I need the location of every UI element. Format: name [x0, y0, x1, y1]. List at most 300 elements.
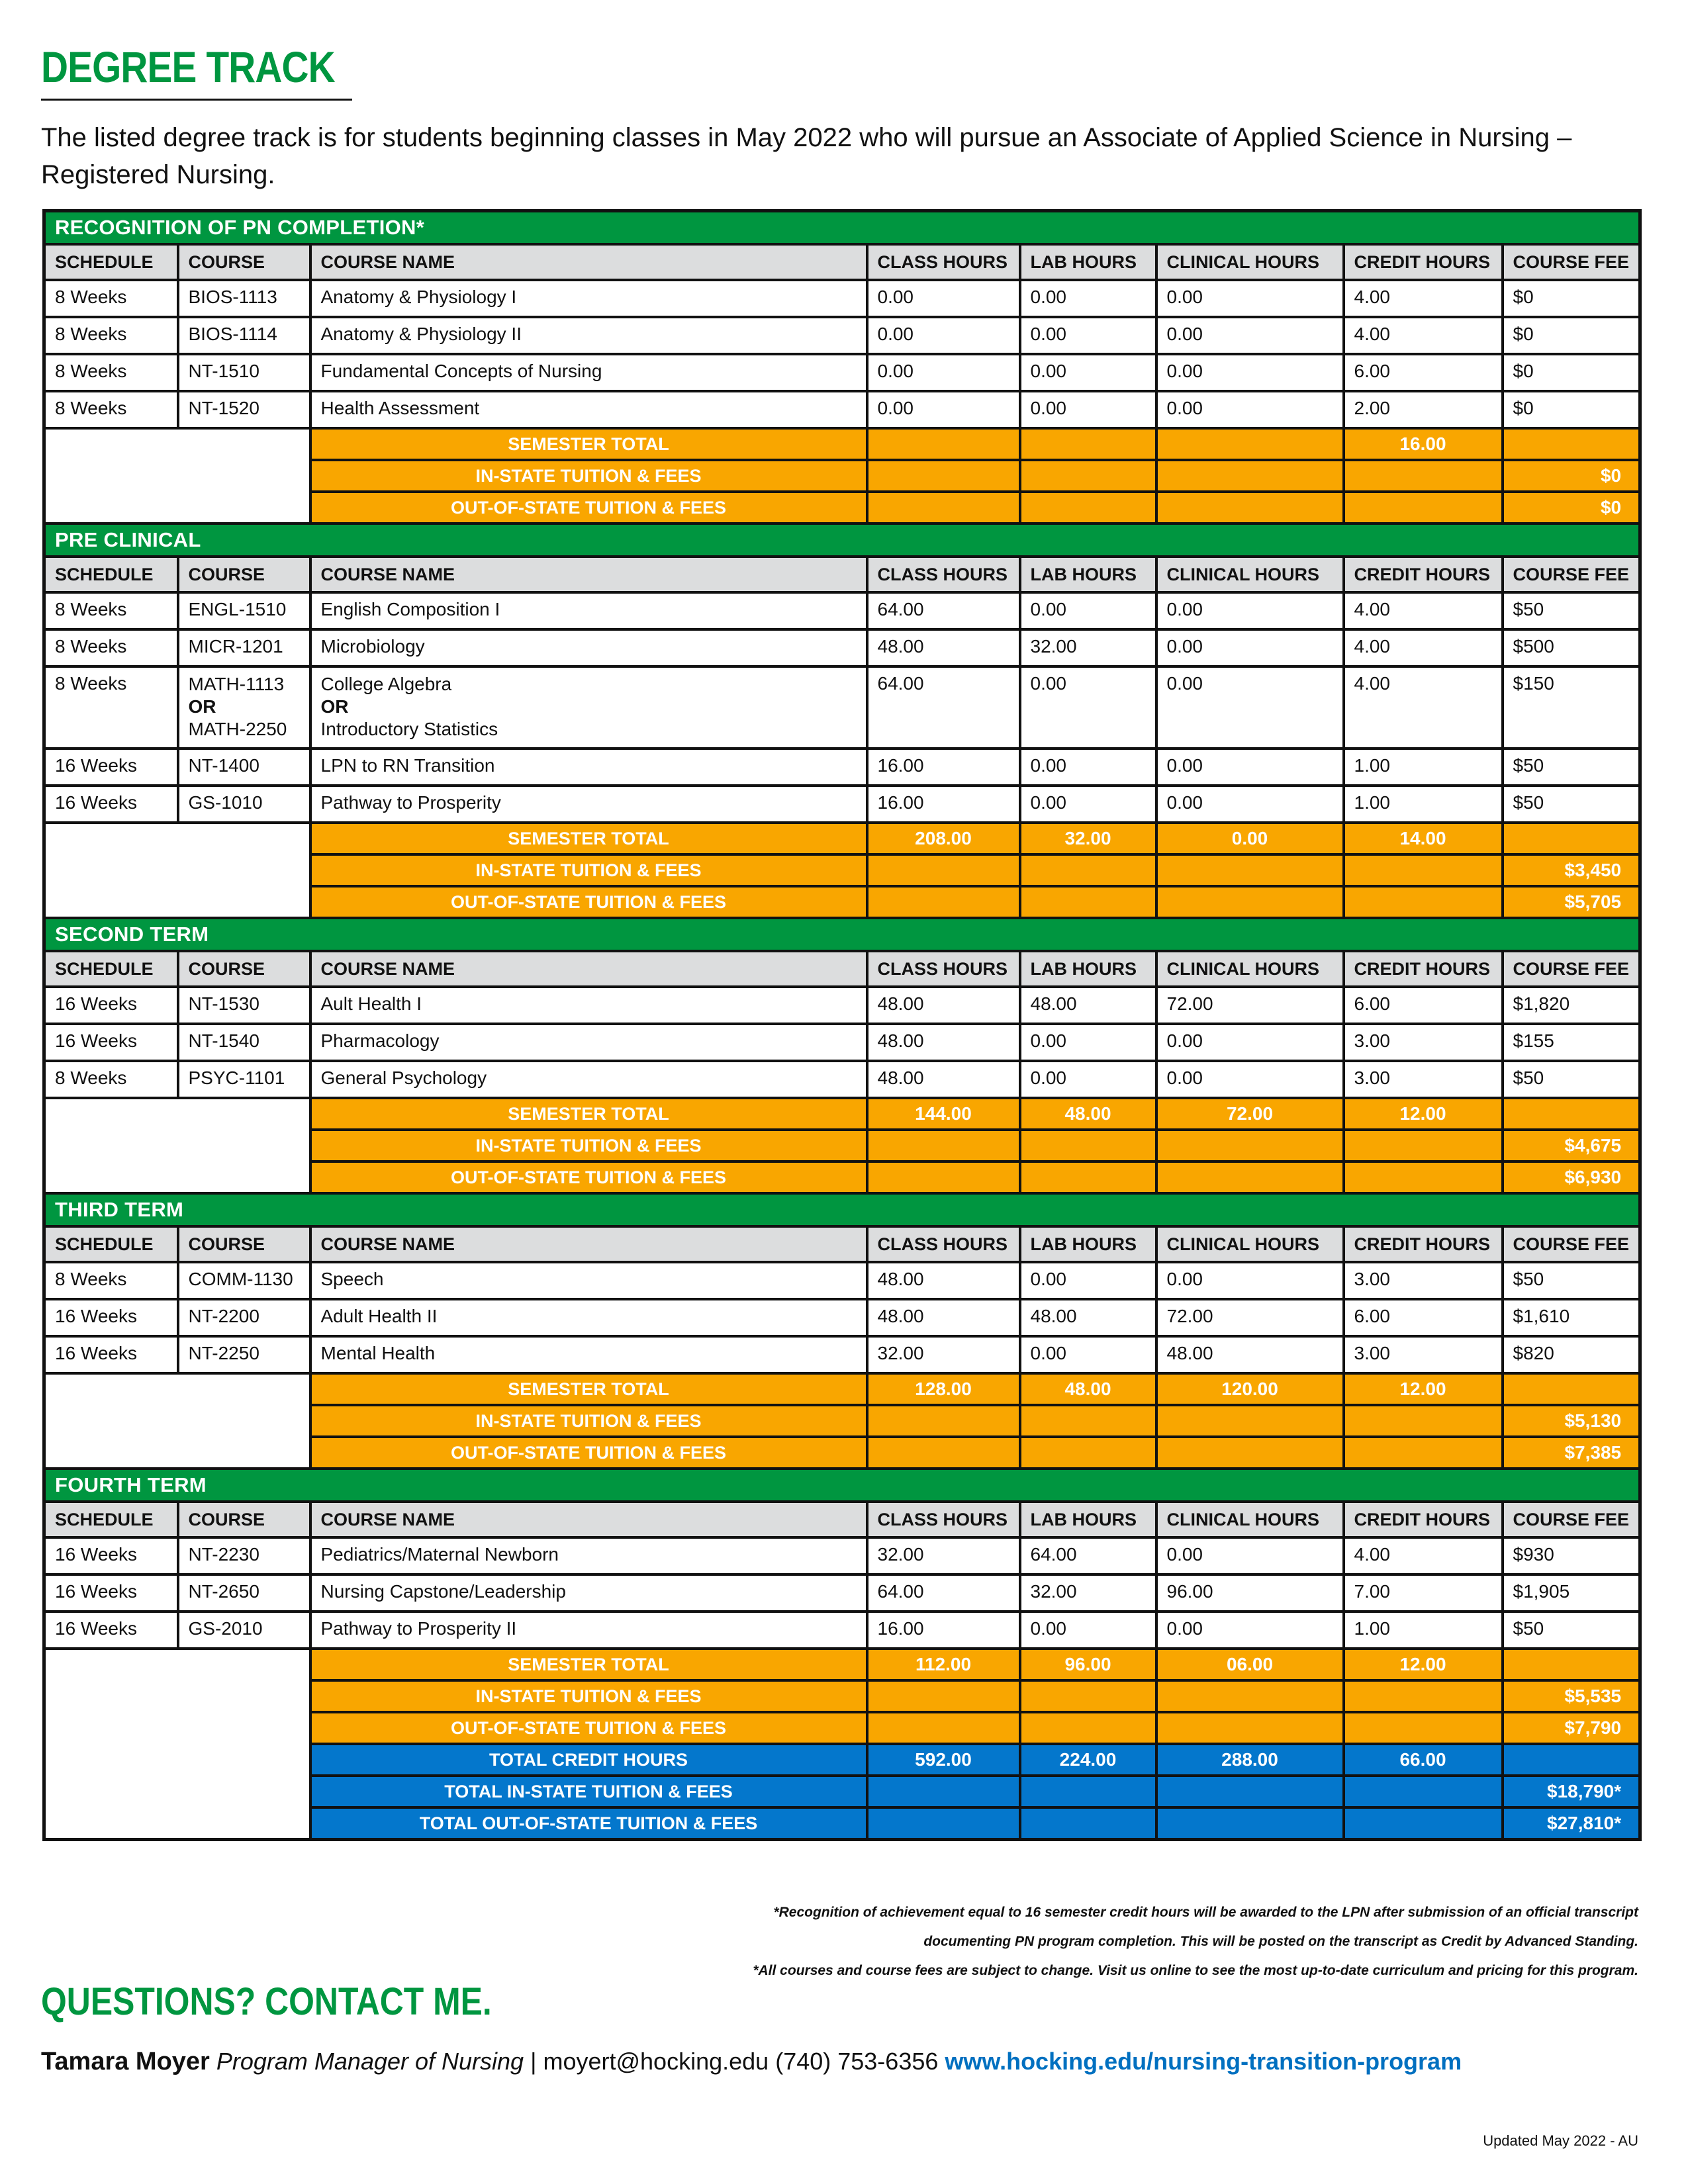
- course-row: [44, 666, 1640, 749]
- cell-class-hours: 48.00: [867, 1061, 1020, 1098]
- blank-cell: [44, 823, 310, 918]
- summary-label: OUT-OF-STATE TUITION & FEES: [310, 886, 867, 918]
- cell-class-hours: 64.00: [867, 592, 1020, 629]
- column-header-course-name: COURSE NAME: [310, 951, 867, 987]
- summary-value: 208.00: [867, 823, 1020, 854]
- cell-course-name: Pharmacology: [310, 1024, 867, 1061]
- cell-schedule: 16 Weeks: [44, 1299, 178, 1336]
- contact-role: Program Manager of Nursing: [216, 2048, 524, 2075]
- course-row: [44, 629, 1640, 666]
- course-row: [44, 1537, 1640, 1574]
- summary-value: 12.00: [1344, 1649, 1503, 1680]
- summary-value: [1156, 1680, 1344, 1712]
- column-header-lab-hours: LAB HOURS: [1020, 1502, 1156, 1537]
- course-row: [44, 1024, 1640, 1061]
- summary-value: $5,705: [1503, 886, 1640, 918]
- summary-label: IN-STATE TUITION & FEES: [310, 854, 867, 886]
- cell-class-hours: 16.00: [867, 749, 1020, 786]
- summary-value: [1503, 1649, 1640, 1680]
- cell-lab-hours: 32.00: [1020, 1574, 1156, 1612]
- cell-course: NT-2200: [178, 1299, 310, 1336]
- column-header-schedule: SCHEDULE: [44, 244, 178, 280]
- section-header: [44, 523, 1640, 557]
- cell-credit-hours: 3.00: [1344, 1336, 1503, 1373]
- cell-credit-hours: 6.00: [1344, 1299, 1503, 1336]
- updated-note: Updated May 2022 - AU: [1483, 2132, 1638, 2149]
- cell-schedule: 8 Weeks: [44, 629, 178, 666]
- summary-value: [1344, 1130, 1503, 1161]
- blank-cell: [44, 428, 310, 523]
- cell-credit-hours: 4.00: [1344, 666, 1503, 749]
- course-row: [44, 1061, 1640, 1098]
- cell-clinical-hours: 0.00: [1156, 1537, 1344, 1574]
- summary-value: [1156, 854, 1344, 886]
- column-header-course-fee: COURSE FEE: [1503, 244, 1640, 280]
- contact-phone: (740) 753-6356: [775, 2048, 939, 2075]
- summary-value: 0.00: [1156, 823, 1344, 854]
- summary-value: $3,450: [1503, 854, 1640, 886]
- summary-value: 144.00: [867, 1098, 1020, 1130]
- cell-clinical-hours: 0.00: [1156, 786, 1344, 823]
- column-header-course: COURSE: [178, 1226, 310, 1262]
- summary-value: 48.00: [1020, 1098, 1156, 1130]
- cell-course: NT-1530: [178, 987, 310, 1024]
- column-header-schedule: SCHEDULE: [44, 1502, 178, 1537]
- cell-credit-hours: 4.00: [1344, 1537, 1503, 1574]
- option-a: MATH-1113: [188, 674, 285, 694]
- cell-clinical-hours: 0.00: [1156, 592, 1344, 629]
- summary-value: [1020, 886, 1156, 918]
- cell-course: BIOS-1114: [178, 317, 310, 354]
- cell-clinical-hours: 0.00: [1156, 1262, 1344, 1299]
- cell-credit-hours: 4.00: [1344, 280, 1503, 317]
- cell-course-fee: $1,610: [1503, 1299, 1640, 1336]
- grand-total-value: 66.00: [1344, 1744, 1503, 1776]
- summary-value: 48.00: [1020, 1373, 1156, 1405]
- summary-value: [867, 1680, 1020, 1712]
- column-header-course: COURSE: [178, 1502, 310, 1537]
- cell-course-name: English Composition I: [310, 592, 867, 629]
- program-link[interactable]: www.hocking.edu/nursing-transition-program: [945, 2048, 1462, 2075]
- cell-clinical-hours: 0.00: [1156, 629, 1344, 666]
- summary-value: [1020, 1130, 1156, 1161]
- cell-schedule: 16 Weeks: [44, 1574, 178, 1612]
- cell-clinical-hours: 0.00: [1156, 749, 1344, 786]
- cell-course: NT-2230: [178, 1537, 310, 1574]
- cell-schedule: 8 Weeks: [44, 354, 178, 391]
- summary-value: $6,930: [1503, 1161, 1640, 1193]
- summary-value: [1344, 1680, 1503, 1712]
- cell-clinical-hours: 96.00: [1156, 1574, 1344, 1612]
- cell-course-fee: $0: [1503, 391, 1640, 428]
- cell-lab-hours: 0.00: [1020, 354, 1156, 391]
- intro-paragraph: The listed degree track is for students beginning classes in May 2022 who will pursue an Associate of Applied Science in Nursing – Registered Nursing.: [41, 123, 1572, 189]
- summary-label: IN-STATE TUITION & FEES: [310, 460, 867, 492]
- course-row: [44, 1336, 1640, 1373]
- cell-course-name: General Psychology: [310, 1061, 867, 1098]
- contact-email[interactable]: moyert@hocking.edu: [543, 2048, 769, 2075]
- column-header-schedule: SCHEDULE: [44, 951, 178, 987]
- course-row: [44, 987, 1640, 1024]
- cell-clinical-hours: 0.00: [1156, 391, 1344, 428]
- grand-total-label: TOTAL OUT-OF-STATE TUITION & FEES: [310, 1807, 867, 1840]
- summary-value: 06.00: [1156, 1649, 1344, 1680]
- separator: |: [530, 2048, 537, 2075]
- cell-course-fee: $500: [1503, 629, 1640, 666]
- summary-value: 72.00: [1156, 1098, 1344, 1130]
- summary-label: IN-STATE TUITION & FEES: [310, 1405, 867, 1437]
- column-header-clinical-hours: CLINICAL HOURS: [1156, 244, 1344, 280]
- cell-class-hours: 48.00: [867, 1299, 1020, 1336]
- grand-total-value: [867, 1776, 1020, 1807]
- summary-value: [1156, 460, 1344, 492]
- cell-schedule: 16 Weeks: [44, 1612, 178, 1649]
- cell-course-name: Mental Health: [310, 1336, 867, 1373]
- summary-value: $0: [1503, 492, 1640, 523]
- summary-value: [1020, 1405, 1156, 1437]
- grand-total-value: 592.00: [867, 1744, 1020, 1776]
- cell-course-name: Pediatrics/Maternal Newborn: [310, 1537, 867, 1574]
- cell-course: GS-1010: [178, 786, 310, 823]
- cell-credit-hours: 2.00: [1344, 391, 1503, 428]
- cell-class-hours: 0.00: [867, 317, 1020, 354]
- section-title: PRE CLINICAL: [44, 523, 1640, 557]
- summary-label: SEMESTER TOTAL: [310, 1649, 867, 1680]
- column-header-credit-hours: CREDIT HOURS: [1344, 557, 1503, 592]
- summary-value: [1020, 460, 1156, 492]
- cell-course: NT-1520: [178, 391, 310, 428]
- cell-credit-hours: 4.00: [1344, 592, 1503, 629]
- grand-total-value: [1156, 1776, 1344, 1807]
- summary-value: [1020, 1712, 1156, 1744]
- option-b: Introductory Statistics: [320, 719, 498, 739]
- course-row: [44, 1262, 1640, 1299]
- cell-class-hours: 16.00: [867, 1612, 1020, 1649]
- cell-course-name: [310, 666, 867, 749]
- summary-value: [1156, 492, 1344, 523]
- cell-course: ENGL-1510: [178, 592, 310, 629]
- cell-course: NT-2650: [178, 1574, 310, 1612]
- summary-value: 12.00: [1344, 1098, 1503, 1130]
- course-row: [44, 317, 1640, 354]
- column-header-lab-hours: LAB HOURS: [1020, 1226, 1156, 1262]
- summary-value: [1344, 1161, 1503, 1193]
- cell-course: NT-1510: [178, 354, 310, 391]
- column-header-credit-hours: CREDIT HOURS: [1344, 244, 1503, 280]
- summary-value: 128.00: [867, 1373, 1020, 1405]
- summary-value: 16.00: [1344, 428, 1503, 460]
- summary-label: IN-STATE TUITION & FEES: [310, 1130, 867, 1161]
- grand-total-value: [1503, 1744, 1640, 1776]
- cell-class-hours: 48.00: [867, 1262, 1020, 1299]
- column-header-row: [44, 557, 1640, 592]
- cell-lab-hours: 0.00: [1020, 1336, 1156, 1373]
- summary-label: SEMESTER TOTAL: [310, 1373, 867, 1405]
- cell-class-hours: 0.00: [867, 280, 1020, 317]
- cell-credit-hours: 3.00: [1344, 1024, 1503, 1061]
- summary-value: [1503, 1373, 1640, 1405]
- grand-total-value: [1156, 1807, 1344, 1840]
- summary-value: [867, 886, 1020, 918]
- cell-schedule: 16 Weeks: [44, 1537, 178, 1574]
- summary-value: $7,790: [1503, 1712, 1640, 1744]
- column-header-class-hours: CLASS HOURS: [867, 557, 1020, 592]
- semester-total-row: [44, 1373, 1640, 1405]
- column-header-credit-hours: CREDIT HOURS: [1344, 1502, 1503, 1537]
- cell-course: MICR-1201: [178, 629, 310, 666]
- cell-course-fee: $50: [1503, 1061, 1640, 1098]
- cell-course-fee: $50: [1503, 592, 1640, 629]
- column-header-schedule: SCHEDULE: [44, 557, 178, 592]
- column-header-credit-hours: CREDIT HOURS: [1344, 951, 1503, 987]
- option-a: College Algebra: [320, 674, 452, 694]
- column-header-course-fee: COURSE FEE: [1503, 1226, 1640, 1262]
- cell-lab-hours: 0.00: [1020, 786, 1156, 823]
- summary-label: SEMESTER TOTAL: [310, 428, 867, 460]
- cell-schedule: 16 Weeks: [44, 786, 178, 823]
- cell-course-fee: $50: [1503, 786, 1640, 823]
- cell-schedule: 16 Weeks: [44, 987, 178, 1024]
- cell-class-hours: 32.00: [867, 1336, 1020, 1373]
- cell-schedule: 16 Weeks: [44, 1336, 178, 1373]
- cell-course-fee: $1,820: [1503, 987, 1640, 1024]
- summary-value: [867, 428, 1020, 460]
- cell-schedule: 8 Weeks: [44, 1061, 178, 1098]
- cell-course-fee: $50: [1503, 1262, 1640, 1299]
- course-row: [44, 786, 1640, 823]
- cell-course: PSYC-1101: [178, 1061, 310, 1098]
- section-title: SECOND TERM: [44, 918, 1640, 951]
- summary-value: 12.00: [1344, 1373, 1503, 1405]
- cell-credit-hours: 1.00: [1344, 786, 1503, 823]
- or-label: OR: [188, 696, 216, 717]
- summary-value: [1156, 1437, 1344, 1469]
- cell-schedule: 8 Weeks: [44, 592, 178, 629]
- summary-label: OUT-OF-STATE TUITION & FEES: [310, 1437, 867, 1469]
- footnote-1: *Recognition of achievement equal to 16 semester credit hours will be awarded to the LPN after submission of an official transcript: [773, 1905, 1638, 1920]
- column-header-course-fee: COURSE FEE: [1503, 951, 1640, 987]
- cell-class-hours: 48.00: [867, 987, 1020, 1024]
- summary-value: [1156, 886, 1344, 918]
- degree-track-table: [42, 209, 1642, 1841]
- cell-lab-hours: 0.00: [1020, 1612, 1156, 1649]
- cell-schedule: 16 Weeks: [44, 1024, 178, 1061]
- cell-course: GS-2010: [178, 1612, 310, 1649]
- summary-value: 14.00: [1344, 823, 1503, 854]
- section-title: RECOGNITION OF PN COMPLETION*: [44, 211, 1640, 245]
- cell-class-hours: 64.00: [867, 1574, 1020, 1612]
- summary-value: 112.00: [867, 1649, 1020, 1680]
- cell-lab-hours: 0.00: [1020, 1262, 1156, 1299]
- column-header-course-name: COURSE NAME: [310, 1502, 867, 1537]
- cell-schedule: 8 Weeks: [44, 391, 178, 428]
- summary-value: 32.00: [1020, 823, 1156, 854]
- cell-lab-hours: 0.00: [1020, 317, 1156, 354]
- cell-class-hours: 48.00: [867, 629, 1020, 666]
- column-header-clinical-hours: CLINICAL HOURS: [1156, 1226, 1344, 1262]
- grand-total-value: [867, 1807, 1020, 1840]
- cell-course-name: Pathway to Prosperity: [310, 786, 867, 823]
- column-header-course-fee: COURSE FEE: [1503, 1502, 1640, 1537]
- cell-schedule: 16 Weeks: [44, 749, 178, 786]
- cell-clinical-hours: 0.00: [1156, 1612, 1344, 1649]
- cell-course-fee: $155: [1503, 1024, 1640, 1061]
- cell-course-fee: $1,905: [1503, 1574, 1640, 1612]
- cell-course: NT-1540: [178, 1024, 310, 1061]
- cell-clinical-hours: 72.00: [1156, 987, 1344, 1024]
- cell-course: BIOS-1113: [178, 280, 310, 317]
- cell-class-hours: 64.00: [867, 666, 1020, 749]
- summary-value: [1344, 854, 1503, 886]
- course-row: [44, 592, 1640, 629]
- summary-value: [1503, 1098, 1640, 1130]
- column-header-lab-hours: LAB HOURS: [1020, 557, 1156, 592]
- cell-course-fee: $930: [1503, 1537, 1640, 1574]
- column-header-clinical-hours: CLINICAL HOURS: [1156, 1502, 1344, 1537]
- column-header-clinical-hours: CLINICAL HOURS: [1156, 951, 1344, 987]
- cell-lab-hours: 48.00: [1020, 1299, 1156, 1336]
- title-underline: [41, 99, 352, 101]
- summary-value: [1156, 1712, 1344, 1744]
- summary-label: IN-STATE TUITION & FEES: [310, 1680, 867, 1712]
- cell-class-hours: 16.00: [867, 786, 1020, 823]
- course-row: [44, 1299, 1640, 1336]
- column-header-course: COURSE: [178, 951, 310, 987]
- column-header-course-name: COURSE NAME: [310, 557, 867, 592]
- cell-lab-hours: 0.00: [1020, 280, 1156, 317]
- cell-course-fee: $50: [1503, 749, 1640, 786]
- summary-value: [1503, 428, 1640, 460]
- summary-label: SEMESTER TOTAL: [310, 1098, 867, 1130]
- summary-value: [1156, 1130, 1344, 1161]
- cell-credit-hours: 7.00: [1344, 1574, 1503, 1612]
- cell-credit-hours: 3.00: [1344, 1262, 1503, 1299]
- semester-total-row: [44, 823, 1640, 854]
- cell-lab-hours: 0.00: [1020, 666, 1156, 749]
- cell-schedule: 8 Weeks: [44, 1262, 178, 1299]
- option-b: MATH-2250: [188, 719, 287, 739]
- summary-value: [1344, 886, 1503, 918]
- column-header-class-hours: CLASS HOURS: [867, 244, 1020, 280]
- cell-lab-hours: 0.00: [1020, 749, 1156, 786]
- cell-credit-hours: 1.00: [1344, 749, 1503, 786]
- section-title: FOURTH TERM: [44, 1469, 1640, 1502]
- blank-cell: [44, 1098, 310, 1193]
- summary-value: [1344, 1405, 1503, 1437]
- cell-course-name: Anatomy & Physiology I: [310, 280, 867, 317]
- cell-course-name: Ault Health I: [310, 987, 867, 1024]
- grand-total-value: $27,810*: [1503, 1807, 1640, 1840]
- cell-clinical-hours: 0.00: [1156, 354, 1344, 391]
- grand-total-value: [1344, 1807, 1503, 1840]
- cell-course-fee: $820: [1503, 1336, 1640, 1373]
- cell-course-name: Nursing Capstone/Leadership: [310, 1574, 867, 1612]
- cell-course-name: Health Assessment: [310, 391, 867, 428]
- cell-course-fee: $0: [1503, 280, 1640, 317]
- grand-total-value: [1020, 1807, 1156, 1840]
- summary-value: [1156, 1161, 1344, 1193]
- column-header-class-hours: CLASS HOURS: [867, 1502, 1020, 1537]
- column-header-course: COURSE: [178, 557, 310, 592]
- cell-course-fee: $0: [1503, 317, 1640, 354]
- column-header-lab-hours: LAB HOURS: [1020, 951, 1156, 987]
- cell-lab-hours: 48.00: [1020, 987, 1156, 1024]
- cell-lab-hours: 0.00: [1020, 1024, 1156, 1061]
- semester-total-row: [44, 1649, 1640, 1680]
- summary-value: [867, 1712, 1020, 1744]
- summary-value: [1020, 1437, 1156, 1469]
- contact-name: Tamara Moyer: [41, 2048, 210, 2075]
- summary-value: [1020, 1680, 1156, 1712]
- column-header-lab-hours: LAB HOURS: [1020, 244, 1156, 280]
- grand-total-value: 288.00: [1156, 1744, 1344, 1776]
- cell-clinical-hours: 72.00: [1156, 1299, 1344, 1336]
- course-row: [44, 749, 1640, 786]
- summary-value: [1344, 460, 1503, 492]
- semester-total-row: [44, 428, 1640, 460]
- column-header-schedule: SCHEDULE: [44, 1226, 178, 1262]
- cell-course-name: Fundamental Concepts of Nursing: [310, 354, 867, 391]
- cell-lab-hours: 0.00: [1020, 592, 1156, 629]
- cell-course: NT-2250: [178, 1336, 310, 1373]
- column-header-class-hours: CLASS HOURS: [867, 951, 1020, 987]
- cell-course-fee: $150: [1503, 666, 1640, 749]
- column-header-row: [44, 1502, 1640, 1537]
- footnote-3: *All courses and course fees are subject to change. Visit us online to see the most up-to-date curriculum and pricing for this program.: [753, 1963, 1638, 1978]
- summary-value: [1020, 1161, 1156, 1193]
- course-row: [44, 1574, 1640, 1612]
- cell-schedule: 8 Weeks: [44, 666, 178, 749]
- footnotes: [753, 1898, 1638, 1985]
- cell-lab-hours: 0.00: [1020, 1061, 1156, 1098]
- summary-value: [1156, 428, 1344, 460]
- course-row: [44, 354, 1640, 391]
- grand-total-value: [1344, 1776, 1503, 1807]
- or-label: OR: [320, 696, 349, 717]
- summary-value: [1344, 492, 1503, 523]
- column-header-row: [44, 1226, 1640, 1262]
- cell-course-name: Pathway to Prosperity II: [310, 1612, 867, 1649]
- cell-lab-hours: 0.00: [1020, 391, 1156, 428]
- section-header: [44, 1193, 1640, 1226]
- column-header-course: COURSE: [178, 244, 310, 280]
- column-header-row: [44, 951, 1640, 987]
- cell-course-name: Microbiology: [310, 629, 867, 666]
- column-header-course-name: COURSE NAME: [310, 244, 867, 280]
- cell-class-hours: 0.00: [867, 354, 1020, 391]
- summary-value: [1020, 428, 1156, 460]
- cell-class-hours: 48.00: [867, 1024, 1020, 1061]
- cell-course: COMM-1130: [178, 1262, 310, 1299]
- summary-value: 96.00: [1020, 1649, 1156, 1680]
- section-title: THIRD TERM: [44, 1193, 1640, 1226]
- cell-clinical-hours: 0.00: [1156, 317, 1344, 354]
- summary-value: [867, 1161, 1020, 1193]
- cell-course-name: Speech: [310, 1262, 867, 1299]
- grand-total-value: 224.00: [1020, 1744, 1156, 1776]
- cell-credit-hours: 4.00: [1344, 317, 1503, 354]
- summary-value: [1156, 1405, 1344, 1437]
- cell-schedule: 8 Weeks: [44, 317, 178, 354]
- summary-value: $5,535: [1503, 1680, 1640, 1712]
- column-header-class-hours: CLASS HOURS: [867, 1226, 1020, 1262]
- section-header: [44, 211, 1640, 245]
- cell-course-fee: $50: [1503, 1612, 1640, 1649]
- summary-label: OUT-OF-STATE TUITION & FEES: [310, 1161, 867, 1193]
- summary-value: [1020, 492, 1156, 523]
- cell-clinical-hours: 0.00: [1156, 1024, 1344, 1061]
- cell-clinical-hours: 0.00: [1156, 280, 1344, 317]
